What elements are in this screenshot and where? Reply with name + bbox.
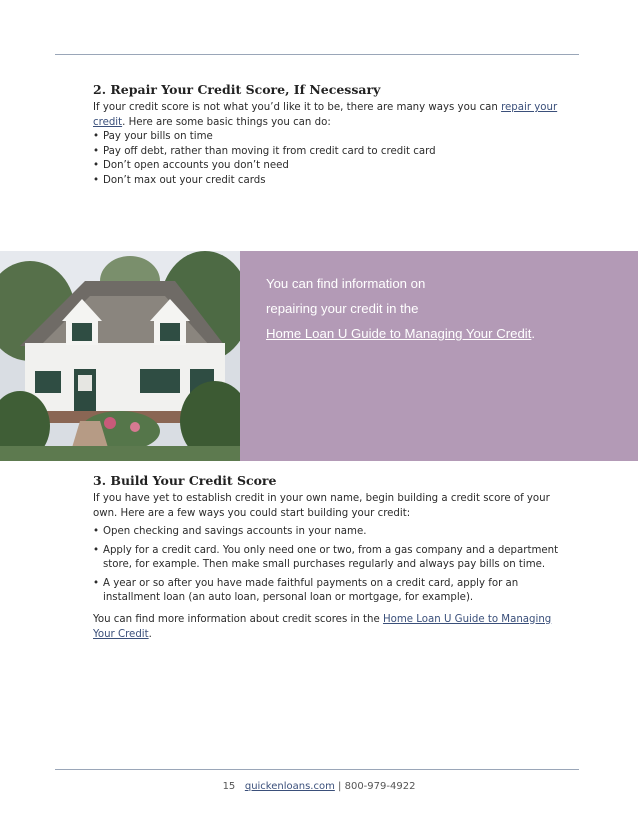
section-intro <box>93 100 563 130</box>
section-heading: 3. Build Your Credit Score <box>93 473 277 488</box>
guide-link[interactable]: Home Loan U Guide to Managing Your Credit <box>266 326 532 341</box>
callout-period: . <box>531 326 536 341</box>
list-item: • Pay your bills on time <box>93 130 563 145</box>
phone-number: 800-979-4922 <box>344 781 416 792</box>
tips-list <box>93 525 563 606</box>
intro-text: If your credit score is not what you’d like it to be, there are many ways you can <box>93 102 502 113</box>
intro-text-end: . Here are some basic things you can do: <box>122 117 331 128</box>
callout-line-3 <box>266 321 616 346</box>
closing-paragraph <box>93 612 563 642</box>
list-item: • Pay off debt, rather than moving it from credit card to credit card <box>93 145 563 160</box>
guide-link[interactable]: Home Loan U Guide to Managing Your Credit <box>93 613 552 640</box>
list-item: • Don’t open accounts you don’t need <box>93 159 563 174</box>
section-intro: If you have yet to establish credit in your own name, begin building a credit score of your own. Here are a few ways you could start building your credit: <box>93 493 550 519</box>
house-photo <box>0 251 240 461</box>
top-divider <box>55 54 579 55</box>
list-item: • Apply for a credit card. You only need one or two, from a gas company and a department store, for example. Then make small purchases regularly and always pay bills on time. <box>93 544 563 573</box>
section-repair-credit <box>93 82 563 188</box>
list-item: • A year or so after you have made faithful payments on a credit card, apply for an installment loan (an auto loan, personal loan or mortgage, for example). <box>93 577 563 606</box>
list-item: • Open checking and savings accounts in your name. <box>93 525 563 540</box>
callout-text <box>266 271 616 346</box>
callout-line-2: repairing your credit in the <box>266 301 419 316</box>
closing-text: You can find more information about credit scores in the <box>93 613 383 625</box>
repair-credit-link[interactable]: repair your credit <box>93 102 558 128</box>
bottom-divider <box>55 769 579 770</box>
page-footer <box>0 781 638 792</box>
closing-period: . <box>148 628 152 640</box>
website-link[interactable]: quickenloans.com <box>244 781 335 792</box>
section-build-credit <box>93 473 563 642</box>
page-number: 15 <box>222 781 236 792</box>
tips-list <box>93 130 563 188</box>
section-heading: 2. Repair Your Credit Score, If Necessary <box>93 82 381 97</box>
list-item: • Don’t max out your credit cards <box>93 174 563 189</box>
footer-separator: | <box>338 781 342 792</box>
callout-line-1: You can find information on <box>266 276 426 291</box>
callout-band <box>0 251 638 461</box>
